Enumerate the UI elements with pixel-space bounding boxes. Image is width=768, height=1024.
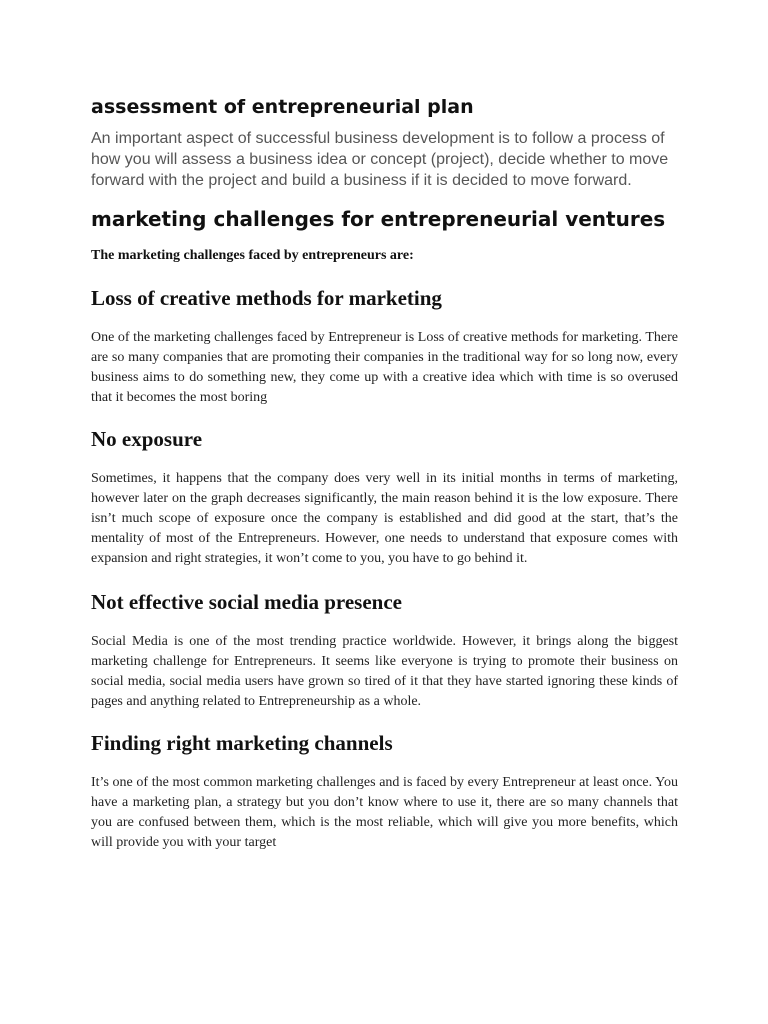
section-marketing-channels xyxy=(91,730,678,853)
section-title: Finding right marketing channels xyxy=(91,731,393,755)
section-heading: marketing challenges for entrepreneurial ventures xyxy=(91,207,666,231)
section-body: One of the marketing challenges faced by Entrepreneur is Loss of creative methods for marketing. There are so many companies that are promoting their companies in the traditional way for so long now, every business aims to do something new, they come up with a creative idea which with time is so overused that it becomes the most boring xyxy=(91,330,678,405)
section-body: Sometimes, it happens that the company does very well in its initial months in terms of marketing, however later on the graph decreases significantly, the main reason behind it is the low exposure. There isn’t much scope of exposure once the company is established and did good at the start, that’s the mentality of most of the Entrepreneurs. However, one needs to understand that exposure comes with expansion and right strategies, it won’t come to you, you have to go behind it. xyxy=(91,471,678,566)
section-title: Loss of creative methods for marketing xyxy=(91,286,442,310)
main-heading: assessment of entrepreneurial plan xyxy=(91,96,474,118)
section-body: It’s one of the most common marketing challenges and is faced by every Entrepreneur at least once. You have a marketing plan, a strategy but you don’t know where to use it, there are so many channels that you are confused between them, which is the most reliable, which will give you more benefits, which will provide you with your target xyxy=(91,775,678,850)
section-body: Social Media is one of the most trending practice worldwide. However, it brings along the biggest marketing challenge for Entrepreneurs. It seems like everyone is trying to promote their business on social media, social media users have grown so tired of it that they have started ignoring these kinds of pages and anything related to Entrepreneurship as a whole. xyxy=(91,634,678,709)
section-no-exposure xyxy=(91,426,678,569)
lead-text: The marketing challenges faced by entrepreneurs are: xyxy=(91,248,414,263)
section-social-media xyxy=(91,589,678,712)
section-title: No exposure xyxy=(91,427,203,451)
section-title: Not effective social media presence xyxy=(91,590,403,614)
intro-paragraph: An important aspect of successful business development is to follow a process of how you will assess a business idea or concept (project), decide whether to move forward with the project and build a business if it is decided to move forward. xyxy=(91,130,669,189)
section-loss-of-creative-methods xyxy=(91,285,678,408)
document-content xyxy=(91,94,678,853)
